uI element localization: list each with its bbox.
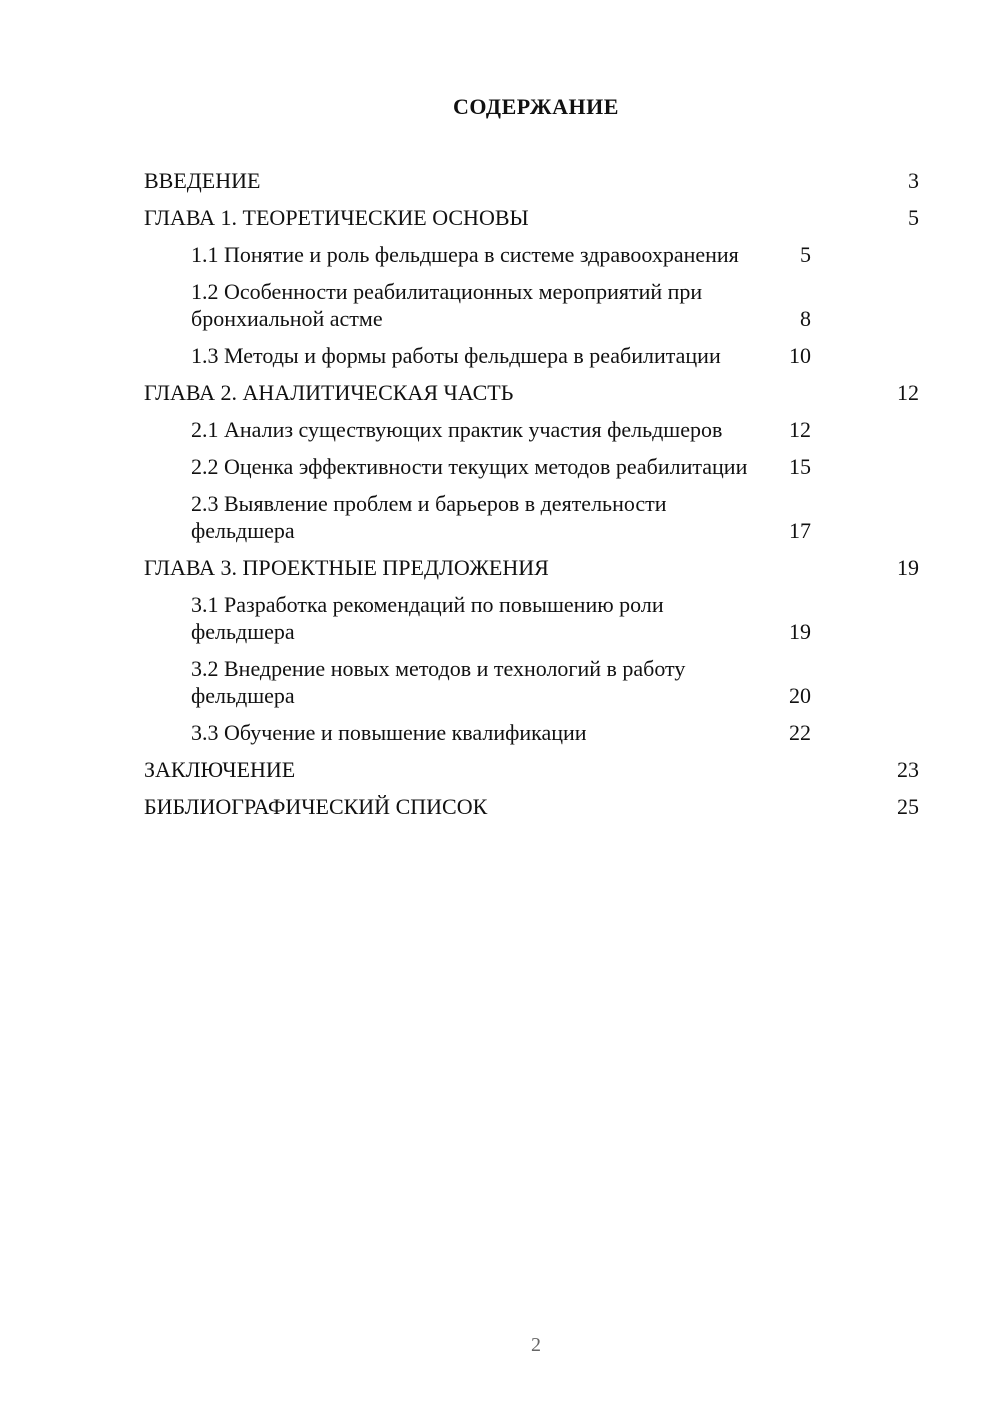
toc-entry-page: 3 xyxy=(908,168,919,193)
toc-entry-label: 2.1 Анализ существующих практик участия фельдшеров xyxy=(191,417,723,442)
toc-entry-label: 1.2 Особенности реабилитационных мероприятий при бронхиальной астме xyxy=(191,279,703,331)
toc-entry[interactable] xyxy=(144,719,919,746)
toc-entry-label: ГЛАВА 2. АНАЛИТИЧЕСКАЯ ЧАСТЬ xyxy=(144,380,514,405)
toc-entry-page: 20 xyxy=(789,683,811,708)
toc-entry-page: 8 xyxy=(800,306,811,331)
toc-entry-label: ГЛАВА 3. ПРОЕКТНЫЕ ПРЕДЛОЖЕНИЯ xyxy=(144,555,549,580)
toc-entry-page: 15 xyxy=(789,454,811,479)
toc-entry-label: 3.1 Разработка рекомендаций по повышению роли фельдшера xyxy=(191,592,664,644)
toc-entry[interactable] xyxy=(144,379,919,406)
toc-entry-label: ГЛАВА 1. ТЕОРЕТИЧЕСКИЕ ОСНОВЫ xyxy=(144,205,529,230)
toc-entry-label: ВВЕДЕНИЕ xyxy=(144,168,261,193)
toc-entry-label: 2.2 Оценка эффективности текущих методов реабилитации xyxy=(191,454,748,479)
toc-entry-label: ЗАКЛЮЧЕНИЕ xyxy=(144,757,296,782)
toc-entry[interactable] xyxy=(144,342,919,369)
toc-entry[interactable] xyxy=(144,591,919,645)
toc-entry-page: 23 xyxy=(897,757,919,782)
toc-entry-page: 5 xyxy=(908,205,919,230)
toc-entry[interactable] xyxy=(144,756,919,783)
table-of-contents xyxy=(144,167,919,830)
toc-entry-page: 12 xyxy=(897,380,919,405)
toc-entry[interactable] xyxy=(144,416,919,443)
toc-entry[interactable] xyxy=(144,167,919,194)
toc-entry-label: 3.2 Внедрение новых методов и технологий в работу фельдшера xyxy=(191,656,686,708)
toc-entry-label: 1.3 Методы и формы работы фельдшера в реабилитации xyxy=(191,343,721,368)
page-title: СОДЕРЖАНИЕ xyxy=(453,94,619,119)
toc-entry[interactable] xyxy=(144,241,919,268)
toc-entry[interactable] xyxy=(144,655,919,709)
toc-entry-page: 10 xyxy=(789,343,811,368)
toc-entry-page: 5 xyxy=(800,242,811,267)
toc-entry[interactable] xyxy=(144,554,919,581)
page-number: 2 xyxy=(531,1334,541,1356)
toc-entry-page: 19 xyxy=(897,555,919,580)
toc-entry-label: 1.1 Понятие и роль фельдшера в системе здравоохранения xyxy=(191,242,739,267)
toc-entry-page: 22 xyxy=(789,720,811,745)
toc-entry-label: 2.3 Выявление проблем и барьеров в деятельности фельдшера xyxy=(191,491,667,543)
toc-entry-page: 19 xyxy=(789,619,811,644)
toc-entry[interactable] xyxy=(144,278,919,332)
toc-entry-label: 3.3 Обучение и повышение квалификации xyxy=(191,720,587,745)
toc-entry[interactable] xyxy=(144,793,919,820)
toc-entry-label: БИБЛИОГРАФИЧЕСКИЙ СПИСОК xyxy=(144,794,488,819)
toc-entry[interactable] xyxy=(144,490,919,544)
toc-entry-page: 25 xyxy=(897,794,919,819)
toc-entry[interactable] xyxy=(144,453,919,480)
toc-entry[interactable] xyxy=(144,204,919,231)
toc-entry-page: 12 xyxy=(789,417,811,442)
toc-entry-page: 17 xyxy=(789,518,811,543)
